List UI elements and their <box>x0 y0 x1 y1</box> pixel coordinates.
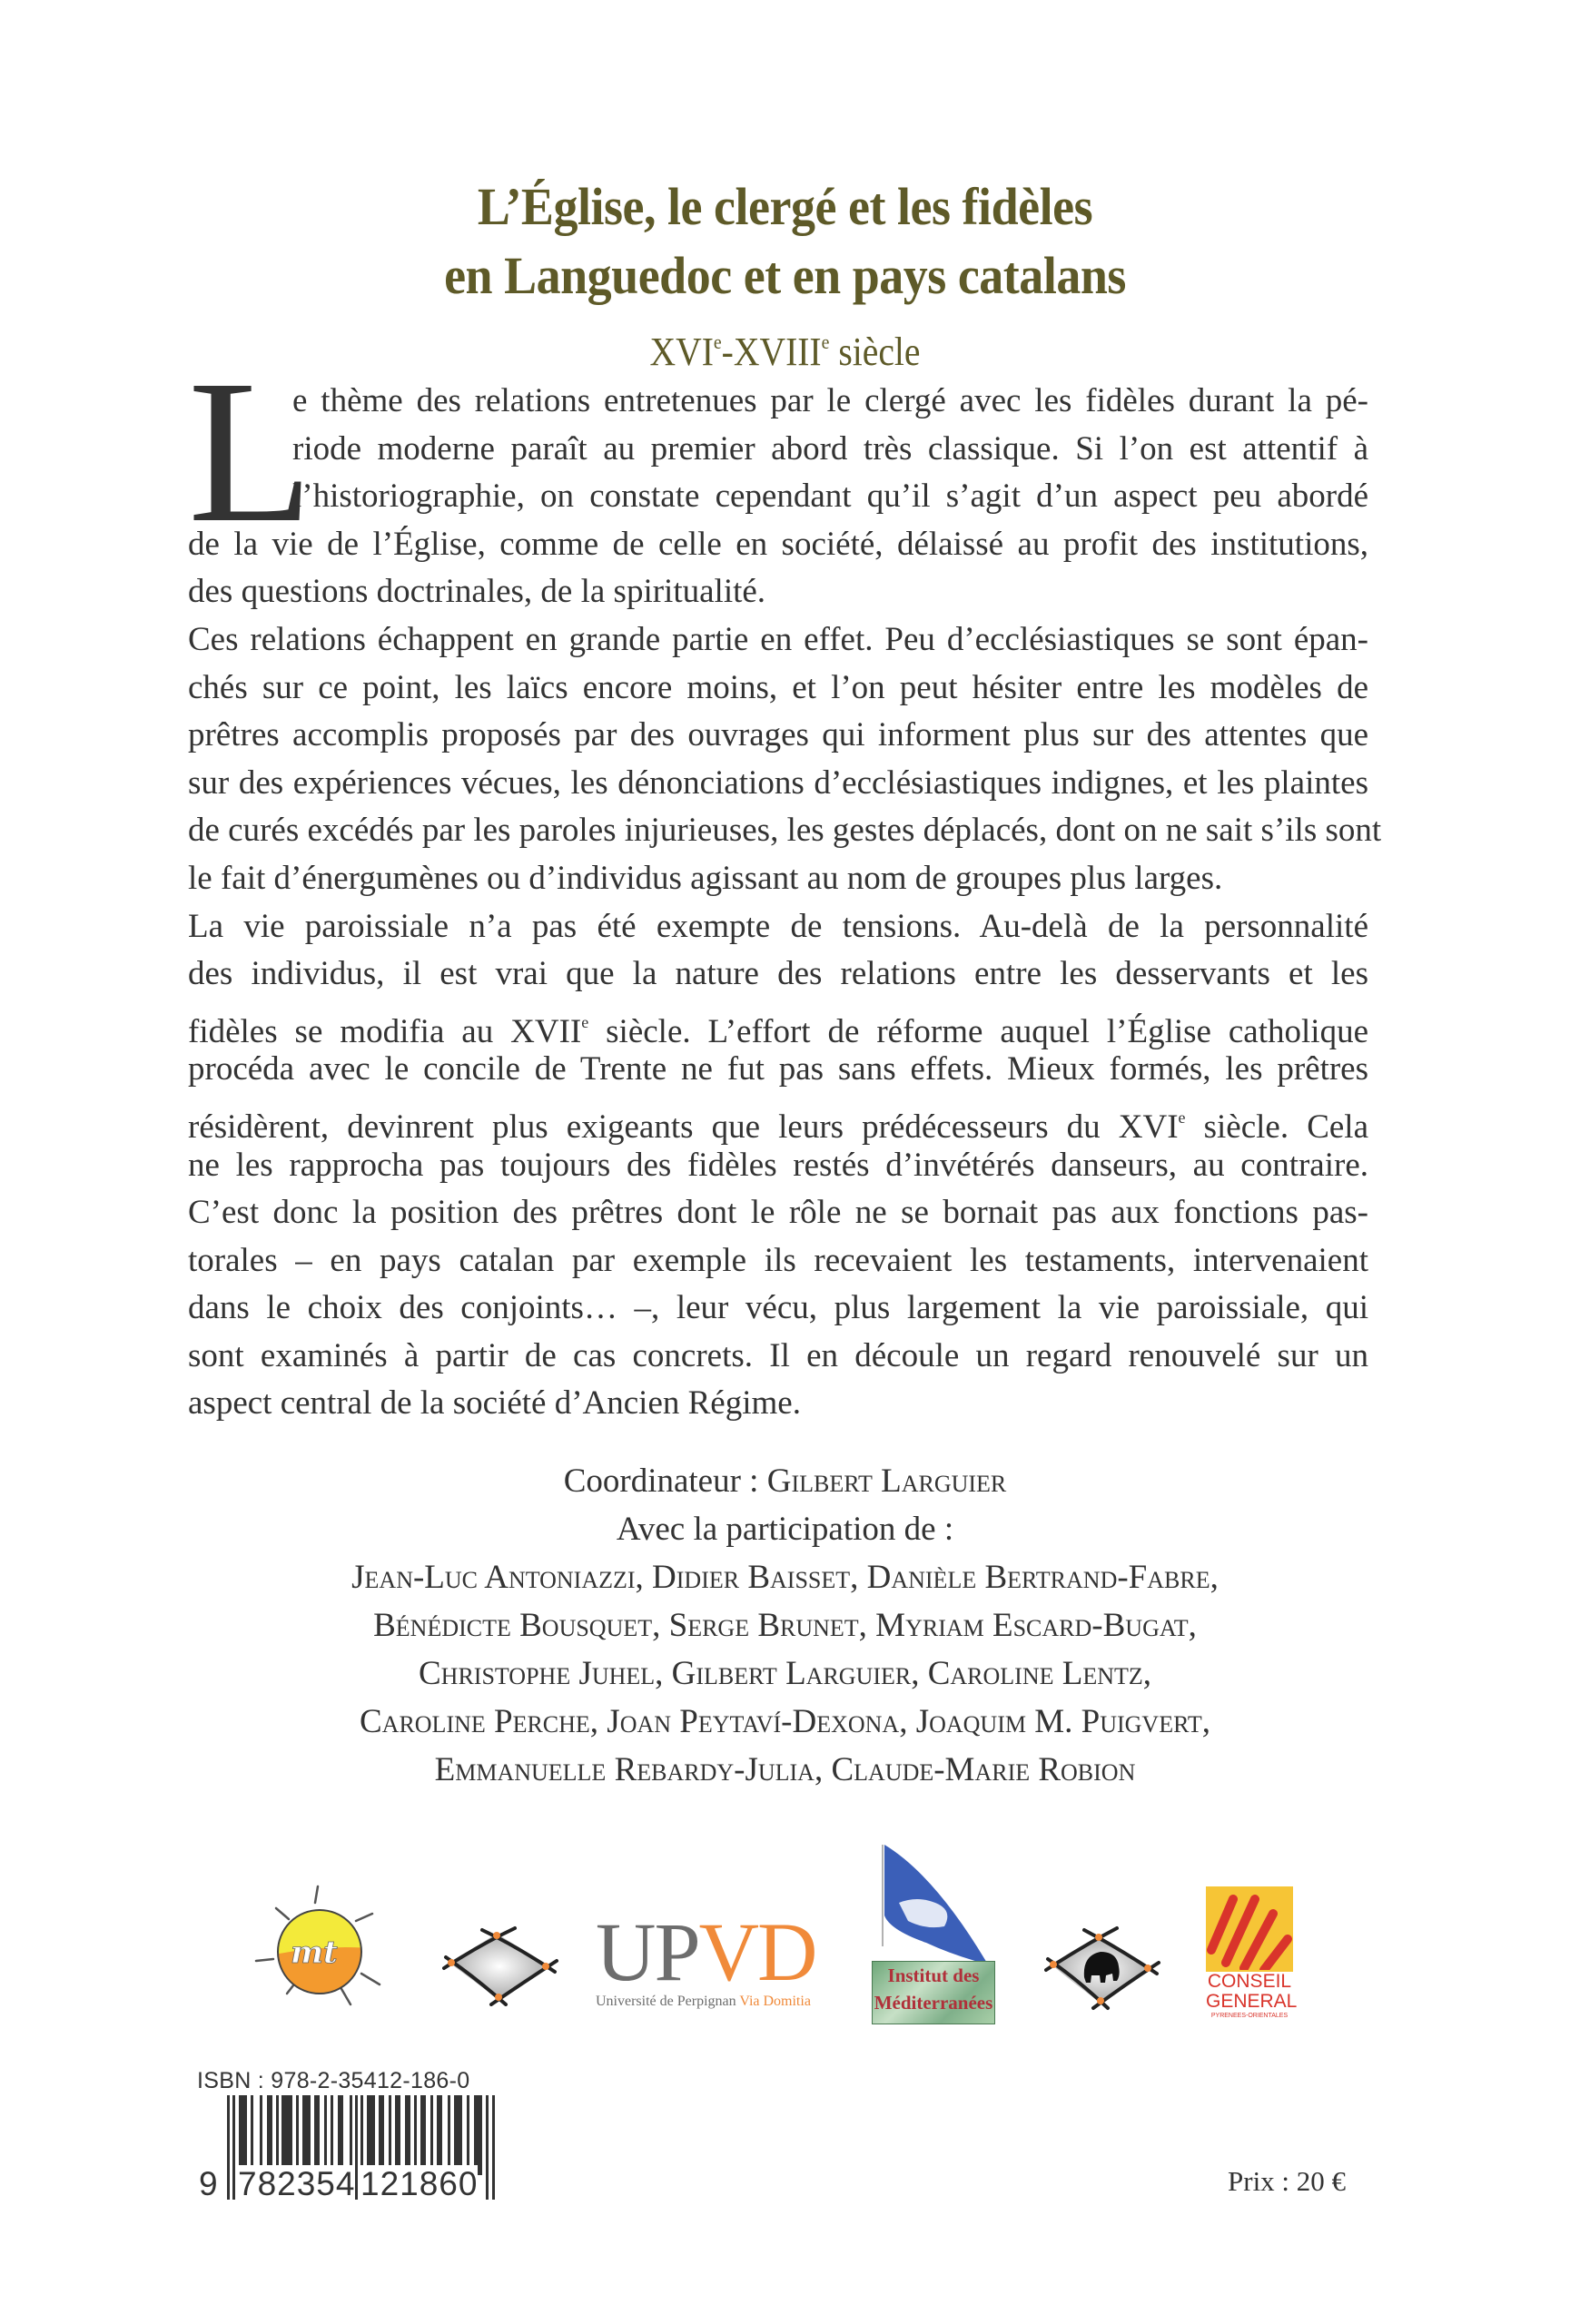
subtitle-part: -XVIII <box>721 330 822 374</box>
contributors-line: Jean-Luc Antoniazzi, Didier Baisset, Danièle Bertrand-Fabre, <box>351 1559 1219 1596</box>
diamond-network-logo-icon <box>442 1925 560 2006</box>
text-line: C’est donc la position des prêtres dont le rôle ne se bornait pas aux fonctions pas- <box>188 1194 1368 1232</box>
upvd-gray: UP <box>596 1905 699 1998</box>
conseil-line-2: GENERAL <box>1206 1991 1298 2012</box>
institut-line-1: Institut des <box>887 1965 980 1986</box>
text-line: torales – en pays catalan par exemple ils recevaient les testaments, intervenaient <box>188 1241 1368 1279</box>
text-line: La vie paroissiale n’a pas été exempte de tensions. Au-delà de la personnalité <box>188 907 1368 945</box>
text-line: Ces relations échappent en grande partie en effet. Peu d’ecclésiastiques se sont épan- <box>188 620 1368 658</box>
coordinator-label: Coordinateur : <box>563 1462 767 1500</box>
text-span: fidèles se modifia au XVII <box>188 1012 582 1050</box>
text-line: sont examinés à partir de cas concrets. Il en découle un regard renouvelé sur un <box>188 1336 1368 1374</box>
text-line: chés sur ce point, les laïcs encore moins, et l’on peut hésiter entre les modèles de <box>188 668 1368 706</box>
text-line: sur des expériences vécues, les dénonciations d’ecclésiastiques indignes, et les plaintes <box>188 763 1368 802</box>
institut-mediterranees-logo <box>872 1839 999 2021</box>
upvd-caption-orange: Via Domitia <box>739 1994 811 2009</box>
text-sup: e <box>1178 1108 1186 1127</box>
institut-line-2: Méditerranées <box>874 1992 993 2014</box>
catalan-stripes-icon <box>1206 1886 1293 1970</box>
barcode-digit-first: 9 <box>199 2165 218 2202</box>
contributors-line: Christophe Juhel, Gilbert Larguier, Caroline Lentz, <box>418 1655 1152 1692</box>
barcode-digits-group1: 782354 <box>238 2165 356 2202</box>
conseil-line-1: CONSEIL <box>1207 1971 1292 1992</box>
upvd-orange: VD <box>698 1905 816 1998</box>
contributors-line: Bénédicte Bousquet, Serge Brunet, Myriam Escard-Bugat, <box>373 1607 1197 1644</box>
text-line: ne les rapprocha pas toujours des fidèles restés d’invétérés danseurs, au contraire. <box>188 1146 1368 1184</box>
text-line: e thème des relations entretenues par le clergé avec les fidèles durant la pé- <box>292 382 1368 419</box>
coordinator-name: Gilbert Larguier <box>766 1462 1007 1500</box>
contributors-line: Caroline Perche, Joan Peytaví-Dexona, Joaquim M. Puigvert, <box>359 1703 1210 1740</box>
book-title-line-2: en Languedoc et en pays catalans <box>444 246 1126 305</box>
text-line: aspect central de la société d’Ancien Régime. <box>188 1384 801 1423</box>
text-span: résidèrent, devinrent plus exigeants que leurs prédécesseurs du XVI <box>188 1108 1179 1146</box>
text-sup: e <box>581 1012 589 1031</box>
text-line: de curés excédés par les paroles injurieuses, les gestes déplacés, dont on ne sait s’ils sont <box>188 812 1382 850</box>
upvd-logo <box>596 1905 850 2024</box>
text-line: le fait d’énergumènes ou d’individus agissant au nom de groupes plus larges. <box>188 859 1223 897</box>
upvd-caption-gray: Université de Perpignan <box>596 1994 740 2009</box>
price-label: Prix : 20 € <box>1228 2165 1347 2197</box>
participation-label: Avec la participation de : <box>616 1511 954 1548</box>
subtitle-part: XVI <box>649 330 714 374</box>
text-line: des questions doctrinales, de la spiritualité. <box>188 573 766 611</box>
text-line <box>188 1094 1368 1146</box>
diamond-elephant-logo-icon <box>1044 1925 1162 2011</box>
conseil-line-3: PYRENEES-ORIENTALES <box>1210 2013 1289 2019</box>
text-line: procéda avec le concile de Trente ne fut pas sans effets. Mieux formés, les prêtres <box>188 1050 1368 1088</box>
text-line: des individus, il est vrai que la nature des relations entre les desservants et les <box>188 955 1368 993</box>
text-line: dans le choix des conjoints… –, leur vécu, plus largement la vie paroissiale, qui <box>188 1289 1368 1327</box>
conseil-label <box>1206 1971 1298 2023</box>
text-line: riode moderne paraît au premier abord très classique. Si l’on est attentif à <box>292 429 1368 468</box>
text-line: de la vie de l’Église, comme de celle en société, délaissé au profit des institutions, <box>188 525 1368 563</box>
subtitle-sup: e <box>821 330 830 353</box>
svg-text:mt: mt <box>291 1935 338 1971</box>
subtitle-sup: e <box>713 330 722 353</box>
text-line: l’historiographie, on constate cependant qu’il s’agit d’un aspect peu abordé <box>292 478 1368 516</box>
mt-sun-logo-icon <box>243 1881 389 2017</box>
partner-logos <box>0 1825 1570 2043</box>
barcode-digits-group2: 121860 <box>360 2165 479 2202</box>
text-line: prêtres accomplis proposés par des ouvrages qui informent plus sur des attentes que <box>188 716 1368 754</box>
contributors-line: Emmanuelle Rebardy-Julia, Claude-Marie Robion <box>434 1751 1136 1788</box>
text-line <box>188 999 1368 1050</box>
sail-icon <box>872 1839 999 1966</box>
dropcap: L <box>188 338 314 565</box>
coordinator-line <box>0 1457 1570 1505</box>
conseil-general-logo <box>1206 1886 1298 2023</box>
credits <box>0 1457 1570 1794</box>
text-span: siècle. L’effort de réforme auquel l’Église catholique <box>588 1012 1368 1050</box>
institut-label <box>872 1961 995 2024</box>
text-span: siècle. Cela <box>1185 1108 1368 1146</box>
isbn-label: ISBN : 978-2-35412-186-0 <box>197 2068 470 2093</box>
subtitle-part: siècle <box>829 330 921 374</box>
book-title-line-1: L’Église, le clergé et les fidèles <box>477 177 1093 236</box>
upvd-letters <box>596 1905 850 1998</box>
